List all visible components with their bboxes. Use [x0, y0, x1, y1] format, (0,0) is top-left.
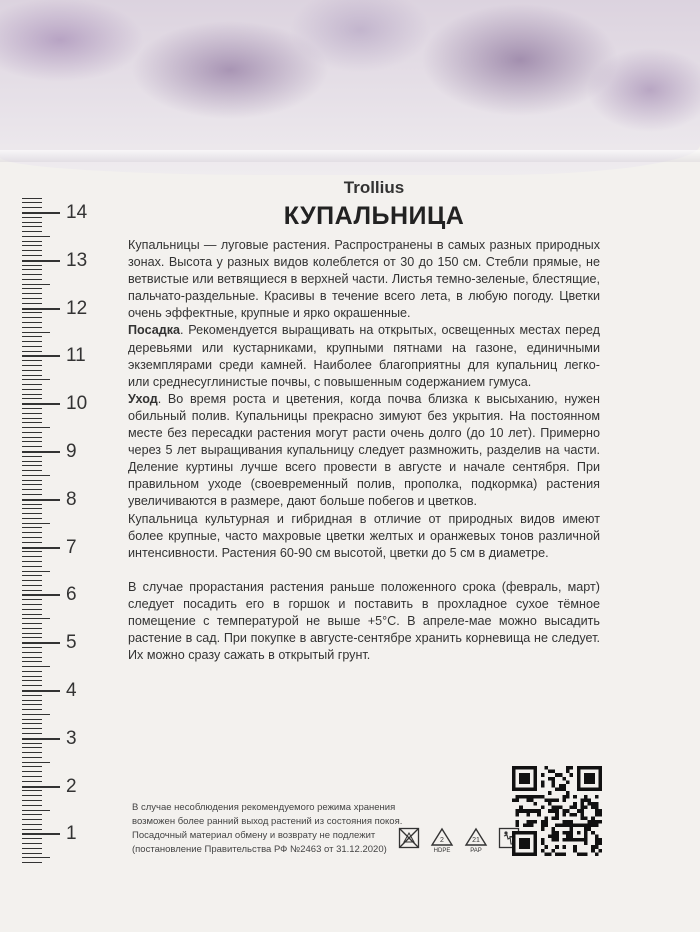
ruler-tick [22, 862, 42, 863]
ruler-tick [22, 375, 42, 376]
ruler-tick [22, 527, 42, 528]
ruler-tick [22, 317, 42, 318]
ruler-tick [22, 465, 42, 466]
ruler-tick [22, 537, 42, 538]
ruler-tick [22, 848, 42, 849]
ruler-tick [22, 819, 42, 820]
pap-label: PAP [470, 848, 482, 854]
ruler-tick [22, 293, 42, 294]
ruler-tick [22, 671, 42, 672]
ruler-tick [22, 566, 42, 567]
ruler-tick [22, 652, 42, 653]
plastic-packaging [0, 0, 700, 175]
ruler-tick [22, 709, 42, 710]
ruler-tick [22, 585, 42, 586]
footer-line-3: Посадочный материал обмену и возврату не подлежит [132, 830, 376, 841]
ruler-tick [22, 198, 42, 199]
ruler-tick [22, 561, 42, 562]
ruler-number: 7 [66, 536, 77, 558]
ruler-number: 9 [66, 441, 77, 462]
ruler-tick [22, 279, 42, 280]
ruler-tick [22, 647, 42, 648]
intro-paragraph: Купальницы — луговые растения. Распространены в самых разных природных зонах. Высота у разных видов колеблется от 30 до 150 см. Стебли прямые, не ветвистые или ветвящиеся в верхней части. Листья темно-зеленые, блестящие, пальчато-раздельные. Красивы в течение всего лета, в любую погоду. Цветки очень эффектные, крупные и ярко окрашенные. [128, 238, 600, 321]
cultivated-paragraph: Купальница культурная и гибридная в отличие от природных видов имеют более крупные, часто махровые цветки желтых и оранжевых тонов различной интенсивности. Растения 60-90 см высотой, цветки до 5 см в диаметре. [128, 511, 600, 560]
ruler-tick [22, 308, 60, 310]
ruler-tick [22, 370, 42, 371]
ruler-tick [22, 714, 50, 715]
footer-line-2: возможен более ранний выход растений из состояния покоя. [132, 816, 403, 827]
ruler-tick [22, 327, 42, 328]
ruler-tick [22, 599, 42, 600]
ruler-tick [22, 260, 60, 262]
description-text [128, 237, 600, 664]
ruler-tick [22, 269, 42, 270]
ruler-tick [22, 790, 42, 791]
recycle-hdpe-icon [430, 827, 454, 854]
ruler-tick [22, 580, 42, 581]
ruler [0, 160, 105, 932]
care-text: . Во время роста и цветения, когда почва близка к высыханию, нужен обильный полив. Купальницы прекрасно зимуют без укрытия. На постоянном месте без пересадки растения могут расти очень долго (до 10 лет). Примерно через 5 лет выращивания купальницу следует размножить, разделив на части. Деление куртины лучше всего провести в августе и начале сентября. При правильном уходе (своевременный полив, прополка, подкормка) растения увеличиваются в размере, дают больше побегов и цветков. [128, 391, 600, 509]
ruler-tick [22, 346, 42, 347]
ruler-tick [22, 604, 42, 605]
care-label: Уход [128, 391, 158, 406]
ruler-tick [22, 786, 60, 788]
no-food-icon [398, 827, 420, 849]
ruler-tick [22, 475, 50, 476]
ruler-tick [22, 384, 42, 385]
ruler-tick [22, 365, 42, 366]
ruler-tick [22, 575, 42, 576]
ruler-tick [22, 814, 42, 815]
ruler-tick [22, 781, 42, 782]
ruler-number: 14 [66, 202, 88, 223]
ruler-tick [22, 824, 42, 825]
ruler-tick [22, 212, 60, 214]
ruler-tick [22, 829, 42, 830]
ruler-tick [22, 322, 42, 323]
ruler-number: 13 [66, 249, 88, 271]
ruler-tick [22, 838, 42, 839]
planting-text: . Рекомендуется выращивать на открытых, освещенных местах перед деревьями или кустарниками, крупными пятнами на газоне, единичными экземплярами среди камней. Наиболее благоприятны для купальниц легко- или среднесуглинистые почвы, с повышенным содержанием гумуса. [128, 323, 600, 389]
ruler-tick [22, 771, 42, 772]
ruler-tick [22, 470, 42, 471]
ruler-tick [22, 618, 50, 619]
ruler-tick [22, 355, 60, 357]
ruler-tick [22, 800, 42, 801]
ruler-number: 1 [66, 823, 77, 845]
ruler-tick [22, 394, 42, 395]
ruler-tick [22, 843, 42, 844]
ruler-number: 12 [66, 297, 88, 319]
ruler-tick [22, 747, 42, 748]
ruler-number: 3 [66, 727, 77, 749]
footer-line-1: В случае несоблюдения рекомендуемого режима хранения [132, 802, 396, 813]
planting-paragraph [128, 322, 600, 390]
ruler-number: 6 [66, 584, 77, 606]
latin-name: Trollius [343, 178, 405, 197]
ruler-tick [22, 666, 50, 667]
ruler-tick [22, 222, 42, 223]
ruler-tick [22, 542, 42, 543]
ruler-tick [22, 312, 42, 313]
ruler-tick [22, 265, 42, 266]
ruler-tick [22, 207, 42, 208]
ruler-tick [22, 556, 42, 557]
ruler-number: 8 [66, 488, 77, 510]
ruler-tick [22, 432, 42, 433]
ruler-number: 5 [66, 632, 77, 654]
ruler-tick [22, 738, 60, 740]
ruler-tick [22, 241, 42, 242]
ruler-tick [22, 427, 50, 428]
ruler-tick [22, 245, 42, 246]
ruler-tick [22, 633, 42, 634]
ruler-tick [22, 795, 42, 796]
ruler-tick [22, 757, 42, 758]
ruler-tick [22, 351, 42, 352]
ruler-tick [22, 513, 42, 514]
ruler-tick [22, 518, 42, 519]
ruler-tick [22, 461, 42, 462]
ruler-tick [22, 494, 42, 495]
ruler-tick [22, 853, 42, 854]
footer-notice [132, 801, 412, 857]
ruler-tick [22, 609, 42, 610]
ruler-tick [22, 700, 42, 701]
ruler-tick [22, 680, 42, 681]
ruler-tick [22, 484, 42, 485]
ruler-tick [22, 441, 42, 442]
hdpe-label: HDPE [433, 848, 451, 854]
ruler-tick [22, 766, 42, 767]
ruler-tick [22, 623, 42, 624]
ruler-tick [22, 685, 42, 686]
ruler-tick [22, 628, 42, 629]
ruler-tick [22, 695, 42, 696]
ruler-tick [22, 833, 60, 835]
ruler-tick [22, 332, 50, 333]
ruler-tick [22, 489, 42, 490]
ruler-tick [22, 341, 42, 342]
ruler-tick [22, 571, 50, 572]
ruler-tick [22, 403, 60, 405]
ruler-tick [22, 480, 42, 481]
ruler-tick [22, 508, 42, 509]
recycling-symbols [398, 827, 520, 855]
ruler-number: 11 [66, 345, 86, 367]
plastic-seam [0, 150, 700, 162]
storage-paragraph: В случае прорастания растения раньше положенного срока (февраль, март) следует посадить его в горшок и поставить в прохладное сухое тёмное помещение с температурой не выше +5°С. В апреле-мае можно высадить растение в сад. При покупке в августе-сентябре хранить корневища не следует. Их можно сразу сажать в открытый грунт. [128, 579, 600, 663]
ruler-tick [22, 547, 60, 549]
footer-line-4: (постановление Правительства РФ №2463 от 31.12.2020) [132, 844, 387, 855]
ruler-tick [22, 776, 42, 777]
ruler-tick [22, 336, 42, 337]
ruler-tick [22, 719, 42, 720]
ruler-tick [22, 255, 42, 256]
ruler-tick [22, 499, 60, 501]
ruler-tick [22, 231, 42, 232]
ruler-tick [22, 657, 42, 658]
ruler-tick [22, 437, 42, 438]
ruler-tick [22, 532, 42, 533]
svg-text:2: 2 [440, 837, 444, 844]
ruler-tick [22, 676, 42, 677]
ruler-tick [22, 413, 42, 414]
recycle-pap-icon [464, 827, 488, 854]
ruler-tick [22, 303, 42, 304]
ruler-tick [22, 690, 60, 692]
svg-text:21: 21 [472, 837, 480, 844]
ruler-tick [22, 614, 42, 615]
ruler-number: 2 [66, 775, 77, 797]
ruler-tick [22, 762, 50, 763]
ruler-tick [22, 805, 42, 806]
ruler-tick [22, 728, 42, 729]
ruler-number: 10 [66, 393, 88, 415]
care-paragraph [128, 391, 600, 511]
ruler-tick [22, 202, 42, 203]
page-title: КУПАЛЬНИЦА [283, 202, 465, 230]
ruler-tick [22, 733, 42, 734]
qr-code-icon [512, 766, 602, 856]
ruler-tick [22, 236, 50, 237]
ruler-tick [22, 810, 50, 811]
ruler-tick [22, 642, 60, 644]
ruler-tick [22, 284, 50, 285]
ruler-number: 4 [66, 680, 77, 701]
ruler-tick [22, 379, 50, 380]
ruler-tick [22, 523, 50, 524]
ruler-tick [22, 217, 42, 218]
ruler-tick [22, 752, 42, 753]
ruler-tick [22, 504, 42, 505]
ruler-tick [22, 743, 42, 744]
ruler-tick [22, 661, 42, 662]
ruler-tick [22, 446, 42, 447]
ruler-tick [22, 422, 42, 423]
ruler-tick [22, 456, 42, 457]
label-content [128, 178, 600, 664]
ruler-tick [22, 704, 42, 705]
ruler-tick [22, 250, 42, 251]
ruler-tick [22, 288, 42, 289]
ruler-tick [22, 398, 42, 399]
ruler-tick [22, 590, 42, 591]
ruler-tick [22, 389, 42, 390]
ruler-tick [22, 551, 42, 552]
ruler-tick [22, 723, 42, 724]
ruler-tick [22, 226, 42, 227]
ruler-tick [22, 594, 60, 596]
ruler-tick [22, 298, 42, 299]
ruler-tick [22, 857, 50, 858]
ruler-tick [22, 451, 60, 453]
ruler-tick [22, 360, 42, 361]
ruler-tick [22, 637, 42, 638]
ruler-tick [22, 408, 42, 409]
ruler-tick [22, 418, 42, 419]
ruler-tick [22, 274, 42, 275]
planting-label: Посадка [128, 323, 181, 338]
